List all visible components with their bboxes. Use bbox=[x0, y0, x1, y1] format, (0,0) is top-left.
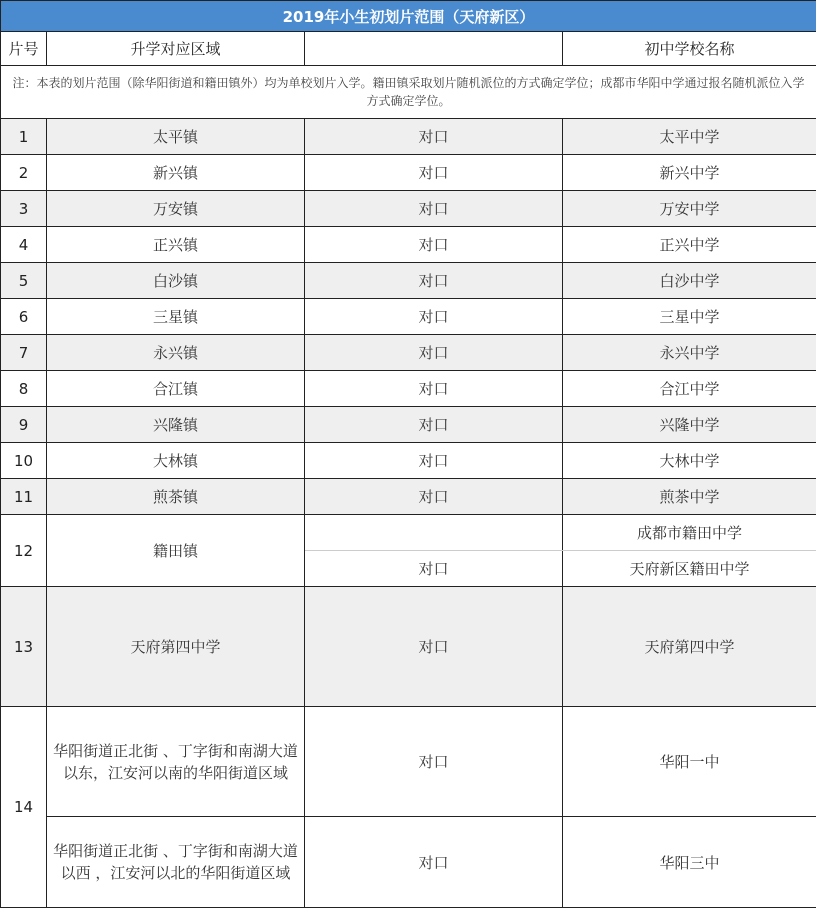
table-row bbox=[1, 515, 816, 551]
table-row bbox=[1, 707, 816, 817]
row-type bbox=[305, 515, 563, 551]
row-number: 3 bbox=[1, 191, 47, 227]
table-row bbox=[1, 407, 816, 443]
row-area: 三星镇 bbox=[47, 299, 305, 335]
row-school: 天府第四中学 bbox=[563, 587, 816, 707]
row-type: 对口 bbox=[305, 587, 563, 707]
row-school: 新兴中学 bbox=[563, 155, 816, 191]
row-type: 对口 bbox=[305, 335, 563, 371]
table-note: 注：本表的划片范围（除华阳街道和籍田镇外）均为单校划片入学。籍田镇采取划片随机派位的方式确定学位；成都市华阳中学通过报名随机派位入学方式确定学位。 bbox=[1, 66, 816, 119]
row-number: 4 bbox=[1, 227, 47, 263]
row-type: 对口 bbox=[305, 479, 563, 515]
row-school: 华阳三中 bbox=[563, 817, 816, 908]
row-type: 对口 bbox=[305, 371, 563, 407]
table-row bbox=[1, 817, 816, 908]
row-type: 对口 bbox=[305, 407, 563, 443]
row-type: 对口 bbox=[305, 191, 563, 227]
table-row bbox=[1, 371, 816, 407]
table-row bbox=[1, 443, 816, 479]
row-area: 太平镇 bbox=[47, 119, 305, 155]
row-number: 5 bbox=[1, 263, 47, 299]
table-row bbox=[1, 119, 816, 155]
row-area: 华阳街道正北街 、丁字街和南湖大道以西 ，江安河以北的华阳街道区域 bbox=[47, 817, 305, 908]
header-row bbox=[1, 32, 816, 66]
row-type: 对口 bbox=[305, 119, 563, 155]
row-number: 1 bbox=[1, 119, 47, 155]
row-school: 成都市籍田中学 bbox=[563, 515, 816, 551]
row-school: 三星中学 bbox=[563, 299, 816, 335]
row-school: 天府新区籍田中学 bbox=[563, 551, 816, 587]
row-school: 煎茶中学 bbox=[563, 479, 816, 515]
table-row bbox=[1, 263, 816, 299]
row-area: 新兴镇 bbox=[47, 155, 305, 191]
table-row bbox=[1, 299, 816, 335]
row-area: 万安镇 bbox=[47, 191, 305, 227]
header-number: 片号 bbox=[1, 32, 47, 66]
row-type: 对口 bbox=[305, 443, 563, 479]
row-area: 合江镇 bbox=[47, 371, 305, 407]
row-area: 籍田镇 bbox=[47, 515, 305, 587]
table-row bbox=[1, 227, 816, 263]
header-school: 初中学校名称 bbox=[563, 32, 816, 66]
row-school: 华阳一中 bbox=[563, 707, 816, 817]
row-type: 对口 bbox=[305, 263, 563, 299]
row-school: 大林中学 bbox=[563, 443, 816, 479]
table-row bbox=[1, 155, 816, 191]
row-area: 华阳街道正北街 、丁字街和南湖大道以东，江安河以南的华阳街道区域 bbox=[47, 707, 305, 817]
row-number: 13 bbox=[1, 587, 47, 707]
row-number: 6 bbox=[1, 299, 47, 335]
table-row bbox=[1, 479, 816, 515]
row-area: 兴隆镇 bbox=[47, 407, 305, 443]
row-area: 天府第四中学 bbox=[47, 587, 305, 707]
row-number: 7 bbox=[1, 335, 47, 371]
row-school: 太平中学 bbox=[563, 119, 816, 155]
header-area: 升学对应区域 bbox=[47, 32, 305, 66]
row-type: 对口 bbox=[305, 155, 563, 191]
row-area: 永兴镇 bbox=[47, 335, 305, 371]
row-school: 白沙中学 bbox=[563, 263, 816, 299]
row-type: 对口 bbox=[305, 299, 563, 335]
row-number: 2 bbox=[1, 155, 47, 191]
row-number: 8 bbox=[1, 371, 47, 407]
row-school: 正兴中学 bbox=[563, 227, 816, 263]
row-area: 白沙镇 bbox=[47, 263, 305, 299]
row-type: 对口 bbox=[305, 551, 563, 587]
row-school: 兴隆中学 bbox=[563, 407, 816, 443]
table-row bbox=[1, 335, 816, 371]
row-number: 11 bbox=[1, 479, 47, 515]
row-type: 对口 bbox=[305, 707, 563, 817]
row-number: 9 bbox=[1, 407, 47, 443]
row-school: 永兴中学 bbox=[563, 335, 816, 371]
table-row bbox=[1, 191, 816, 227]
row-area: 大林镇 bbox=[47, 443, 305, 479]
row-type: 对口 bbox=[305, 817, 563, 908]
table-title: 2019年小生初划片范围（天府新区） bbox=[1, 1, 816, 32]
row-type: 对口 bbox=[305, 227, 563, 263]
row-area: 正兴镇 bbox=[47, 227, 305, 263]
row-number: 12 bbox=[1, 515, 47, 587]
row-area: 煎茶镇 bbox=[47, 479, 305, 515]
row-number: 14 bbox=[1, 707, 47, 908]
row-number: 10 bbox=[1, 443, 47, 479]
row-school: 万安中学 bbox=[563, 191, 816, 227]
table-row bbox=[1, 587, 816, 707]
header-type bbox=[305, 32, 563, 66]
row-school: 合江中学 bbox=[563, 371, 816, 407]
